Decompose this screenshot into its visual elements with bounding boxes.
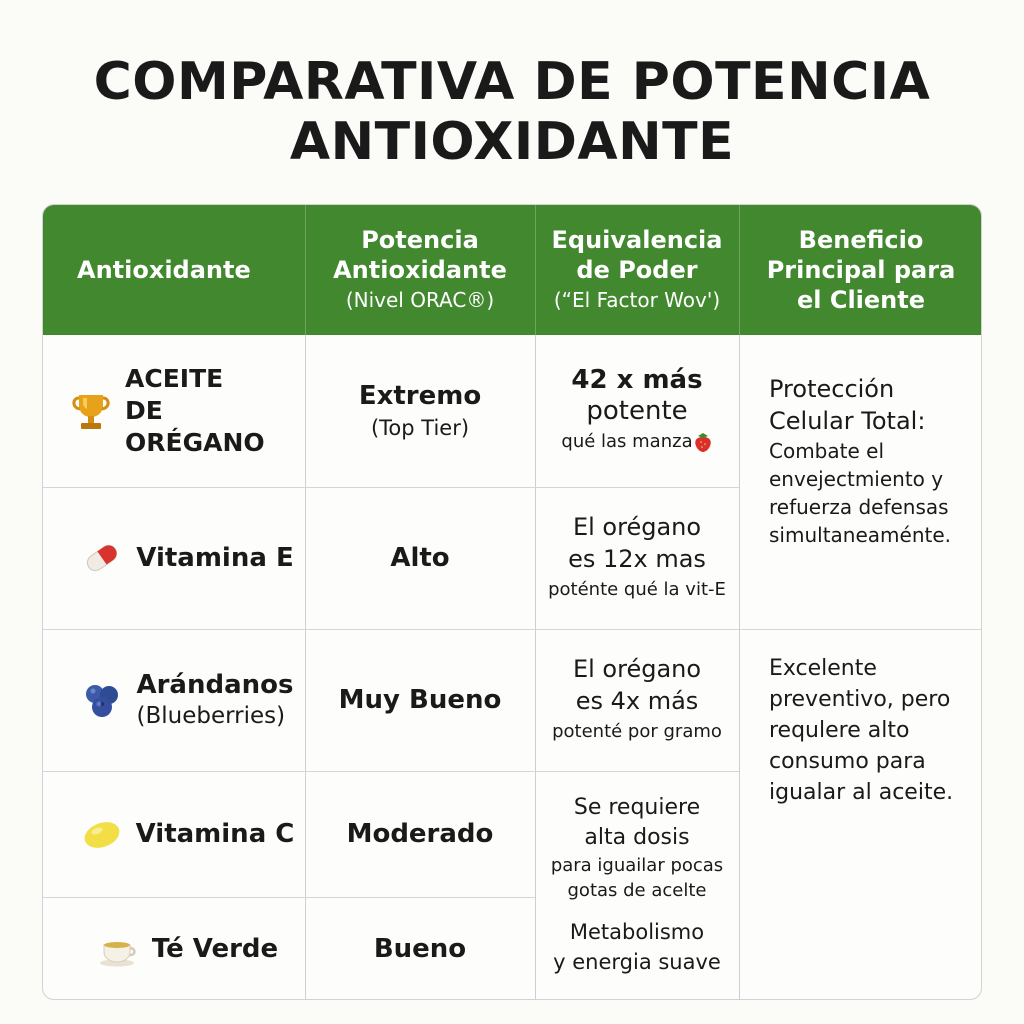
- antioxidant-name: Arándanos: [136, 670, 294, 700]
- comparison-table: [42, 204, 982, 1000]
- blueberries-icon: [80, 678, 124, 722]
- trophy-icon: [69, 389, 113, 433]
- benefit-cell: Excelente preventivo, pero requlere alto consumo para igualar al aceite.: [769, 656, 954, 805]
- lemon-icon: [80, 812, 124, 856]
- page-title: [0, 52, 1024, 172]
- strawberry-icon: [693, 431, 713, 453]
- equivalence-cell: Se requiere alta dosis para iguailar pocas gotas de acelte Metabolismo y energia suave: [550, 795, 724, 974]
- antioxidant-name: Té Verde: [151, 934, 279, 964]
- table-row-aceite-oregano: [43, 335, 305, 487]
- table-row-te-verde: [43, 897, 305, 1000]
- antioxidant-name: ACEITE: [125, 364, 224, 393]
- table-row-arandanos: [43, 629, 305, 771]
- pill-icon: [80, 536, 124, 580]
- tea-cup-icon: [96, 927, 140, 971]
- header-divider: [739, 205, 740, 335]
- equivalence-cell: El orégano es 12x mas poténte qué la vit-E: [548, 513, 726, 600]
- header-beneficio: Beneficio Principal para el Cliente: [766, 226, 956, 314]
- equivalence-cell: 42 x más potente qué las manza: [535, 335, 739, 487]
- antioxidant-name: DE ORÉGANO: [125, 396, 265, 457]
- potency-cell: Muy Bueno: [338, 685, 502, 715]
- table-row-vitamina-c: [43, 771, 305, 897]
- benefit-cell: Protección Celular Total: Combate el envejectmiento y refuerza defensas simultaneaménte.: [769, 375, 951, 547]
- title-line-1: COMPARATIVA DE POTENCIA: [93, 52, 931, 112]
- potency-cell: Extremo (Top Tier): [358, 381, 482, 440]
- header-divider: [305, 205, 306, 335]
- potency-cell: Moderado: [346, 819, 494, 849]
- header-equivalencia: Equivalencia de Poder (“El Factor Wov'): [551, 226, 723, 312]
- header-divider: [535, 205, 536, 335]
- antioxidant-name: Vitamina E: [136, 543, 294, 573]
- antioxidant-name: Vitamina C: [135, 819, 295, 849]
- table-row-vitamina-e: [43, 487, 305, 629]
- equivalence-cell: El orégano es 4x más potenté por gramo: [552, 655, 722, 742]
- potency-cell: Bueno: [373, 934, 467, 964]
- header-potencia: Potencia Antioxidante (Nivel ORAC®): [333, 226, 507, 312]
- antioxidant-subname: (Blueberries): [136, 703, 286, 729]
- table-header: [43, 205, 982, 335]
- header-antioxidante: Antioxidante: [77, 256, 251, 284]
- title-line-2: ANTIOXIDANTE: [289, 112, 735, 172]
- potency-cell: Alto: [390, 543, 450, 573]
